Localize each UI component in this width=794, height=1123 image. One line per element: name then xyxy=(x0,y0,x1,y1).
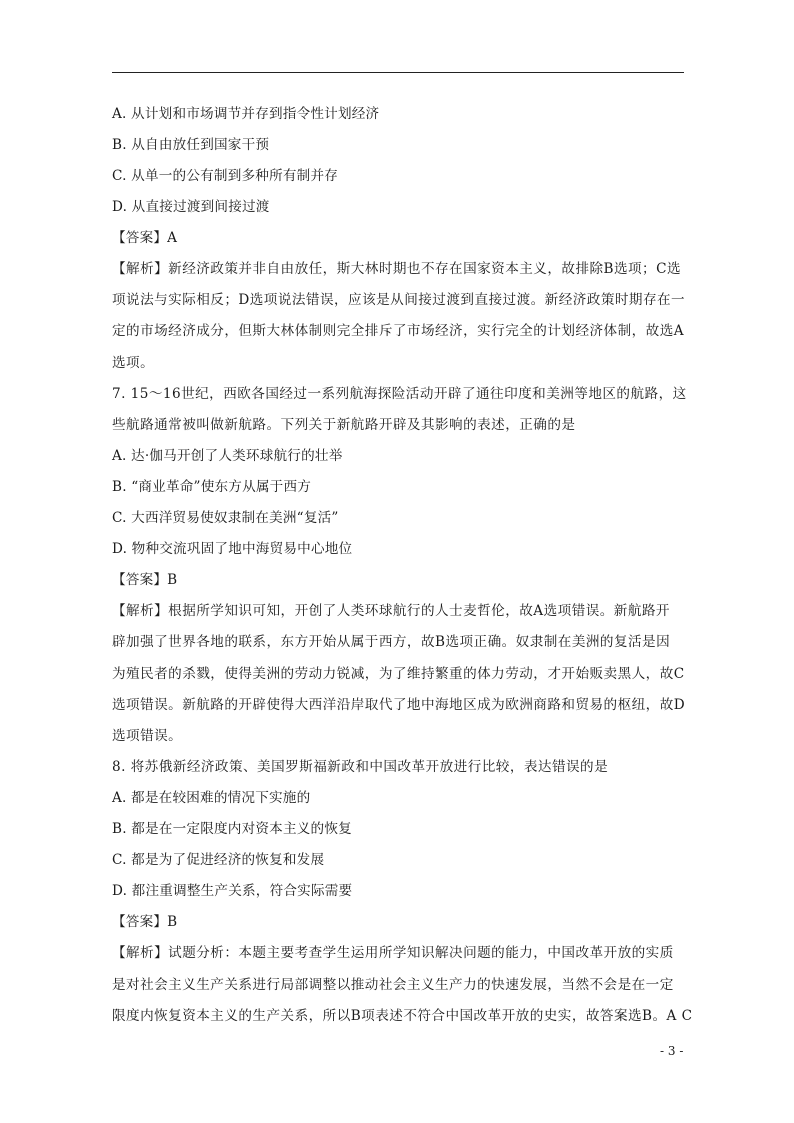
q7-option-a: A. 达·伽马开创了人类环球航行的壮举 xyxy=(112,448,343,465)
q6-analysis-line: 项说法与实际相反；D选项说法错误，应该是从间接过渡到直接过渡。新经济政策时期存在一 xyxy=(112,292,686,309)
q7-stem-line: 7. 15～16世纪，西欧各国经过一系列航海探险活动开辟了通往印度和美洲等地区的航路，这 xyxy=(112,385,687,402)
q6-option-b: B. 从自由放任到国家干预 xyxy=(112,137,270,153)
q7-analysis-line: 【解析】根据所学知识可知，开创了人类环球航行的人士麦哲伦，故A选项错误。新航路开 xyxy=(112,603,670,620)
q8-analysis-line: 是对社会主义生产关系进行局部调整以推动社会主义生产力的快速发展，当然不会是在一定 xyxy=(112,976,674,993)
q8-stem-line: 8. 将苏俄新经济政策、美国罗斯福新政和中国改革开放进行比较，表达错误的是 xyxy=(112,759,609,776)
q7-option-c: C. 大西洋贸易使奴隶制在美洲“复活” xyxy=(112,510,339,527)
header-rule xyxy=(112,72,684,73)
q6-option-c: C. 从单一的公有制到多种所有制并存 xyxy=(112,168,339,184)
q8-option-c: C. 都是为了促进经济的恢复和发展 xyxy=(112,852,325,869)
q8-analysis-line: 限度内恢复资本主义的生产关系，所以B项表述不符合中国改革开放的史实，故答案选B。A C xyxy=(112,1007,693,1024)
q7-answer: 【答案】B xyxy=(112,572,178,589)
content-body xyxy=(112,99,693,1032)
q6-option-d: D. 从直接过渡到间接过渡 xyxy=(112,199,270,215)
page-number: - 3 - xyxy=(660,1044,684,1058)
q7-analysis-line: 选项错误。 xyxy=(112,728,183,745)
q6-analysis-line: 选项。 xyxy=(112,354,155,371)
q7-option-b: B. “商业革命”使东方从属于西方 xyxy=(112,479,312,496)
q7-analysis-line: 为殖民者的杀戮，使得美洲的劳动力锐减，为了维持繁重的体力劳动，才开始贩卖黑人，故C xyxy=(112,665,685,682)
q8-answer: 【答案】B xyxy=(112,914,178,931)
q7-option-d: D. 物种交流巩固了地中海贸易中心地位 xyxy=(112,541,353,558)
q7-analysis-line: 辟加强了世界各地的联系，东方开始从属于西方，故B选项正确。奴隶制在美洲的复活是因 xyxy=(112,634,671,651)
q8-option-d: D. 都注重调整生产关系，符合实际需要 xyxy=(112,883,353,900)
q8-analysis-line: 【解析】试题分析：本题主要考查学生运用所学知识解决问题的能力，中国改革开放的实质 xyxy=(112,945,674,962)
q8-option-b: B. 都是在一定限度内对资本主义的恢复 xyxy=(112,821,352,838)
q6-answer: 【答案】A xyxy=(112,230,178,246)
q7-analysis-line: 选项错误。新航路的开辟使得大西洋沿岸取代了地中海地区成为欧洲商路和贸易的枢纽，故D xyxy=(112,696,686,713)
q8-option-a: A. 都是在较困难的情况下实施的 xyxy=(112,790,311,807)
q7-stem-line: 些航路通常被叫做新航路。下列关于新航路开辟及其影响的表述，正确的是 xyxy=(112,417,576,434)
q6-analysis-line: 【解析】新经济政策并非自由放任，斯大林时期也不存在国家资本主义，故排除B选项；C选 xyxy=(112,261,681,277)
q6-analysis-line: 定的市场经济成分，但斯大林体制则完全排斥了市场经济，实行完全的计划经济体制，故选A xyxy=(112,323,685,340)
q6-option-a: A. 从计划和市场调节并存到指令性计划经济 xyxy=(112,106,380,122)
